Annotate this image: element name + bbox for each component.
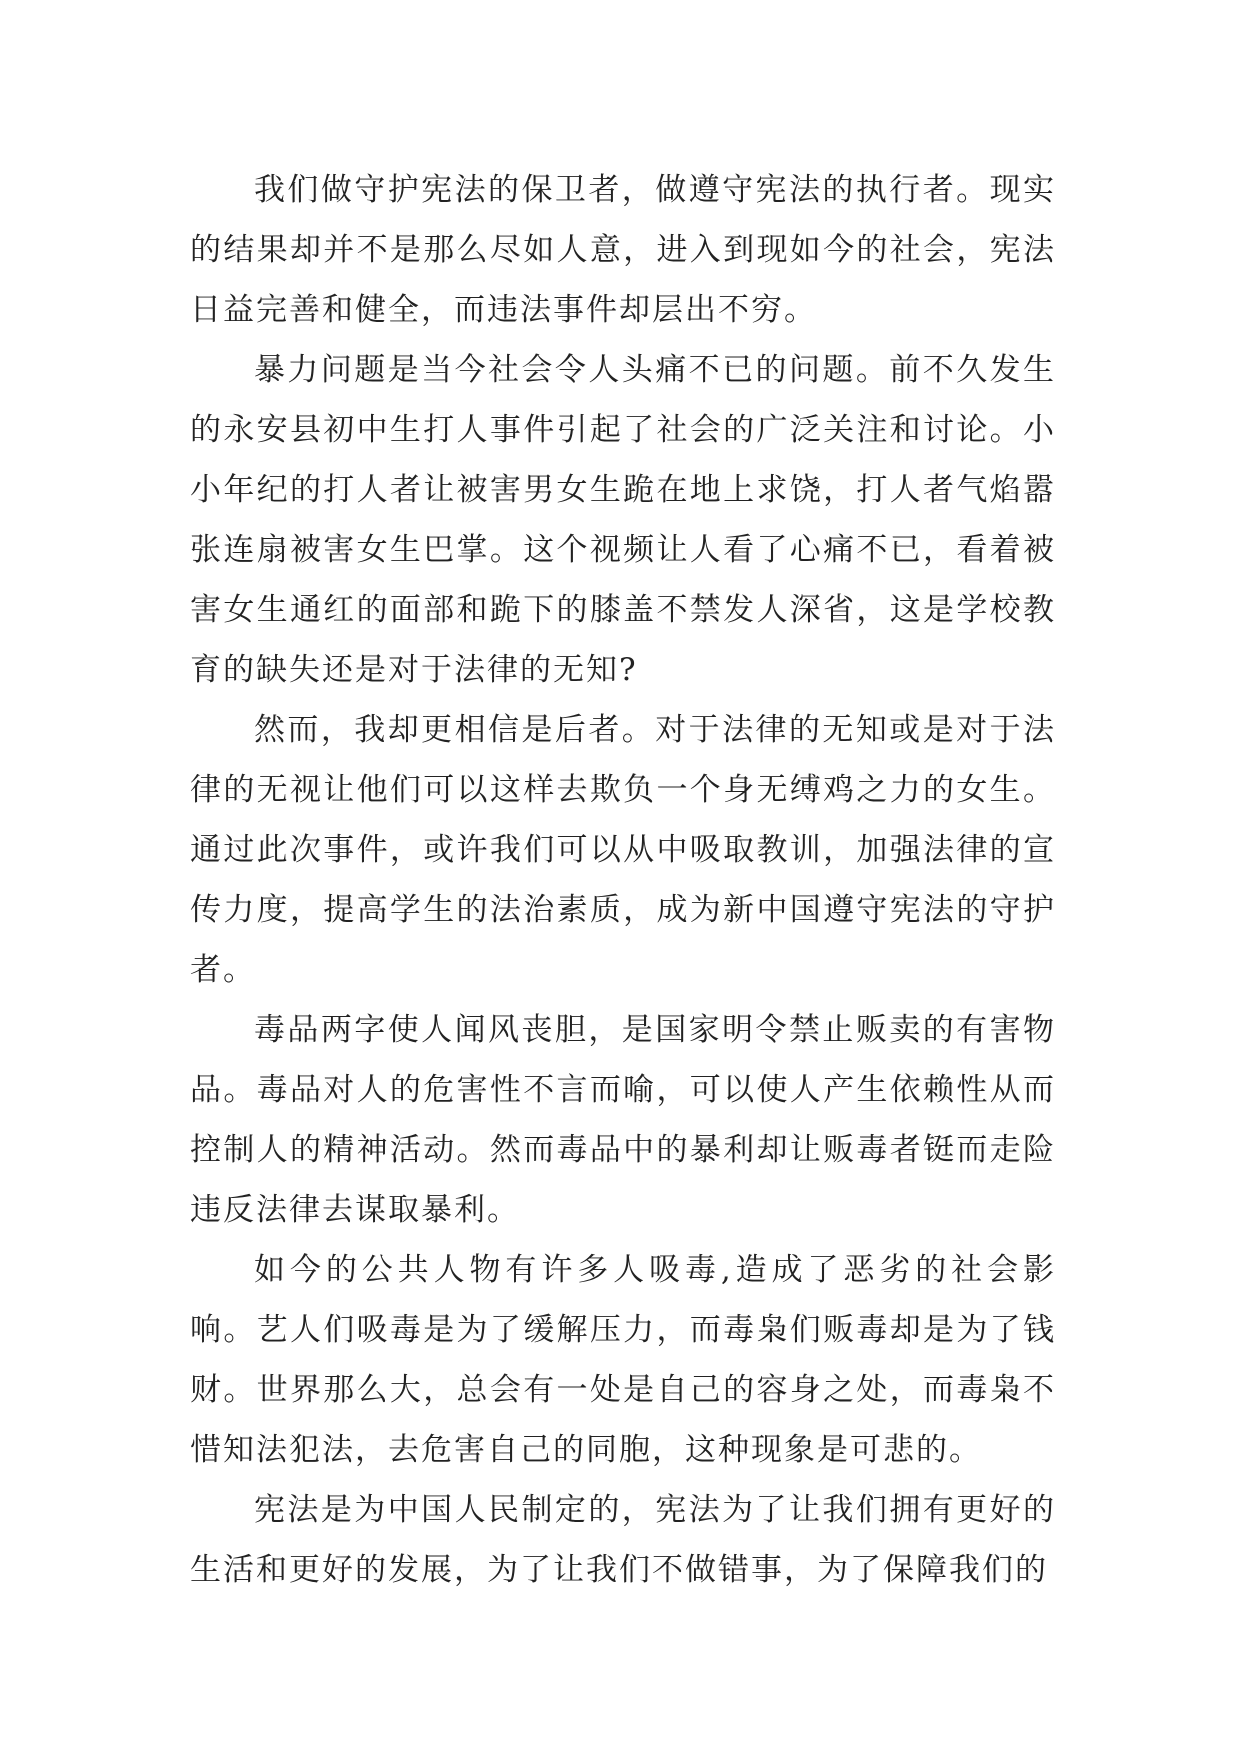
paragraph: 暴力问题是当今社会令人头痛不已的问题。前不久发生的永安县初中生打人事件引起了社会的广泛关注和讨论。小小年纪的打人者让被害男女生跪在地上求饶，打人者气焰嚣张连扇被害女生巴掌。这个视频让人看了心痛不已，看着被害女生通红的面部和跪下的膝盖不禁发人深省，这是学校教育的缺失还是对于法律的无知? [190, 352, 1056, 688]
paragraph: 毒品两字使人闻风丧胆，是国家明令禁止贩卖的有害物品。毒品对人的危害性不言而喻，可以使人产生依赖性从而控制人的精神活动。然而毒品中的暴利却让贩毒者铤而走险违反法律去谋取暴利。 [190, 1012, 1056, 1228]
document-body [190, 160, 1056, 1600]
paragraph: 宪法是为中国人民制定的，宪法为了让我们拥有更好的生活和更好的发展，为了让我们不做错事，为了保障我们的 [190, 1492, 1056, 1588]
paragraph: 如今的公共人物有许多人吸毒,造成了恶劣的社会影响。艺人们吸毒是为了缓解压力，而毒枭们贩毒却是为了钱财。世界那么大，总会有一处是自己的容身之处，而毒枭不惜知法犯法，去危害自己的同胞，这种现象是可悲的。 [190, 1252, 1056, 1468]
paragraph: 我们做守护宪法的保卫者，做遵守宪法的执行者。现实的结果却并不是那么尽如人意，进入到现如今的社会，宪法日益完善和健全，而违法事件却层出不穷。 [190, 172, 1056, 328]
paragraph: 然而，我却更相信是后者。对于法律的无知或是对于法律的无视让他们可以这样去欺负一个身无缚鸡之力的女生。通过此次事件，或许我们可以从中吸取教训，加强法律的宣传力度，提高学生的法治素质，成为新中国遵守宪法的守护者。 [190, 712, 1056, 988]
